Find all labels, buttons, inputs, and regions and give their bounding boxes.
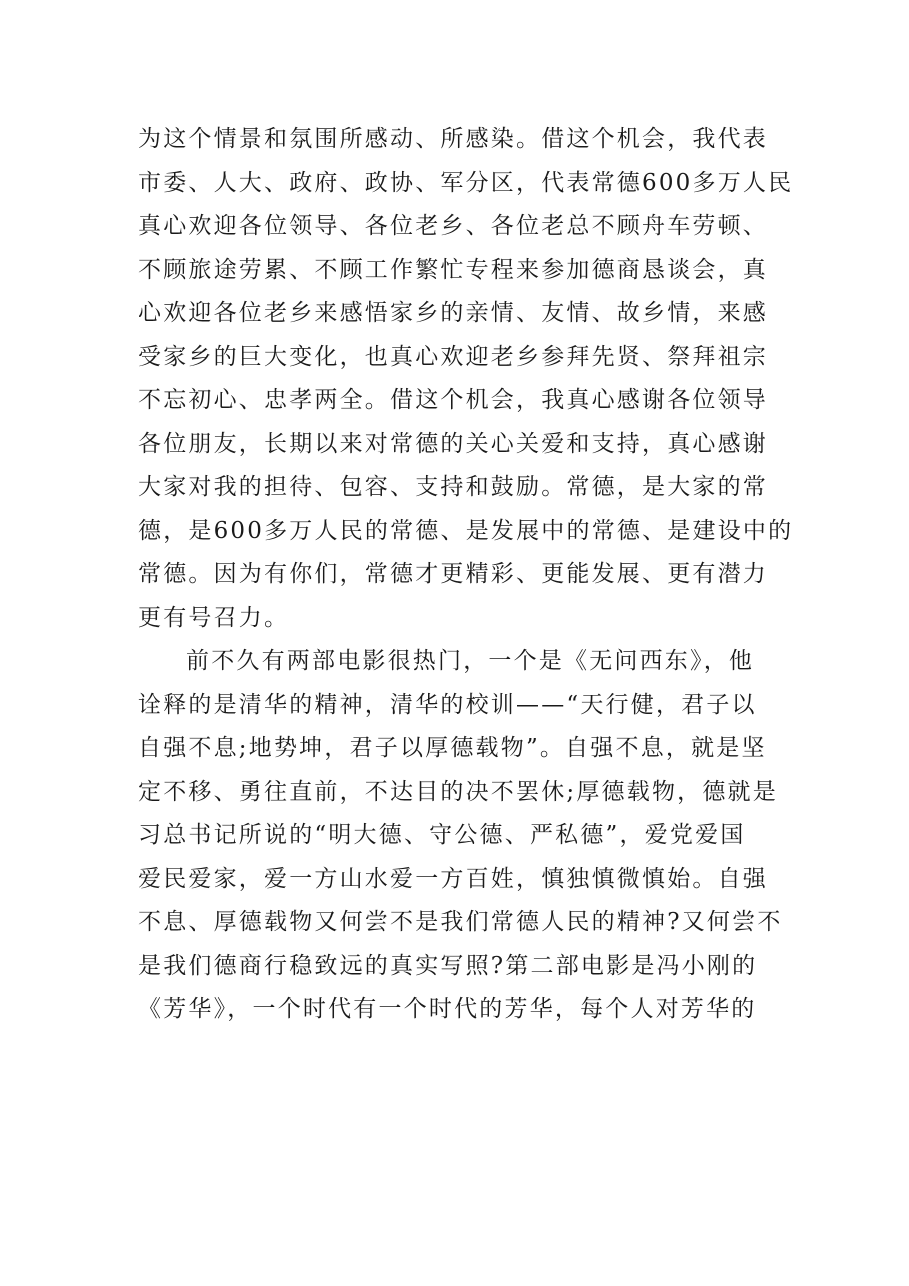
paragraph-line: 心欢迎各位老乡来感悟家乡的亲情、友情、故乡情，来感 (138, 300, 768, 326)
paragraph-line: 习总书记所说的“明大德、守公德、严私德”，爱党爱国 (138, 822, 746, 848)
paragraph-line: 爱民爱家，爱一方山水爱一方百姓，慎独慎微慎始。自强 (138, 865, 768, 892)
paragraph-line: 常德。因为有你们，常德才更精彩、更能发展、更有潜力 (138, 561, 768, 587)
paragraph-line: 市委、人大、政府、政协、军分区，代表常德600多万人民 (138, 169, 794, 196)
paragraph-1 (138, 118, 794, 640)
paragraph-line: 是我们德商行稳致远的真实写照?第二部电影是冯小刚的 (138, 952, 758, 979)
paragraph-line: 更有号召力。 (138, 604, 290, 631)
paragraph-line: 自强不息;地势坤，君子以厚德载物”。自强不息，就是坚 (138, 735, 767, 761)
paragraph-line: 不顾旅途劳累、不顾工作繁忙专程来参加德商恳谈会，真 (138, 256, 768, 283)
paragraph-2 (138, 640, 783, 1032)
paragraph-line: 受家乡的巨大变化，也真心欢迎老乡参拜先贤、祭拜祖宗 (138, 343, 768, 370)
paragraph-line: 定不移、勇往直前，不达目的决不罢休;厚德载物，德就是 (138, 778, 778, 805)
document-body (138, 118, 794, 1032)
paragraph-line: 《芳华》，一个时代有一个时代的芳华，每个人对芳华的 (138, 996, 757, 1022)
paragraph-line: 诠释的是清华的精神，清华的校训——“天行健，君子以 (138, 691, 757, 718)
paragraph-line: 不忘初心、忠孝两全。借这个机会，我真心感谢各位领导 (138, 387, 768, 413)
paragraph-line: 为这个情景和氛围所感动、所感染。借这个机会，我代表 (138, 126, 768, 152)
paragraph-line: 真心欢迎各位领导、各位老乡、各位老总不顾舟车劳顿、 (138, 213, 768, 239)
paragraph-line-first: 前不久有两部电影很热门，一个是《无问西东》，他 (186, 648, 755, 674)
paragraph-line: 不息、厚德载物又何尝不是我们常德人民的精神?又何尝不 (138, 909, 783, 935)
paragraph-line: 德，是600多万人民的常德、是发展中的常德、是建设中的 (138, 517, 794, 544)
paragraph-line: 大家对我的担待、包容、支持和鼓励。常德，是大家的常 (138, 474, 768, 500)
paragraph-line: 各位朋友，长期以来对常德的关心关爱和支持，真心感谢 (138, 430, 768, 457)
